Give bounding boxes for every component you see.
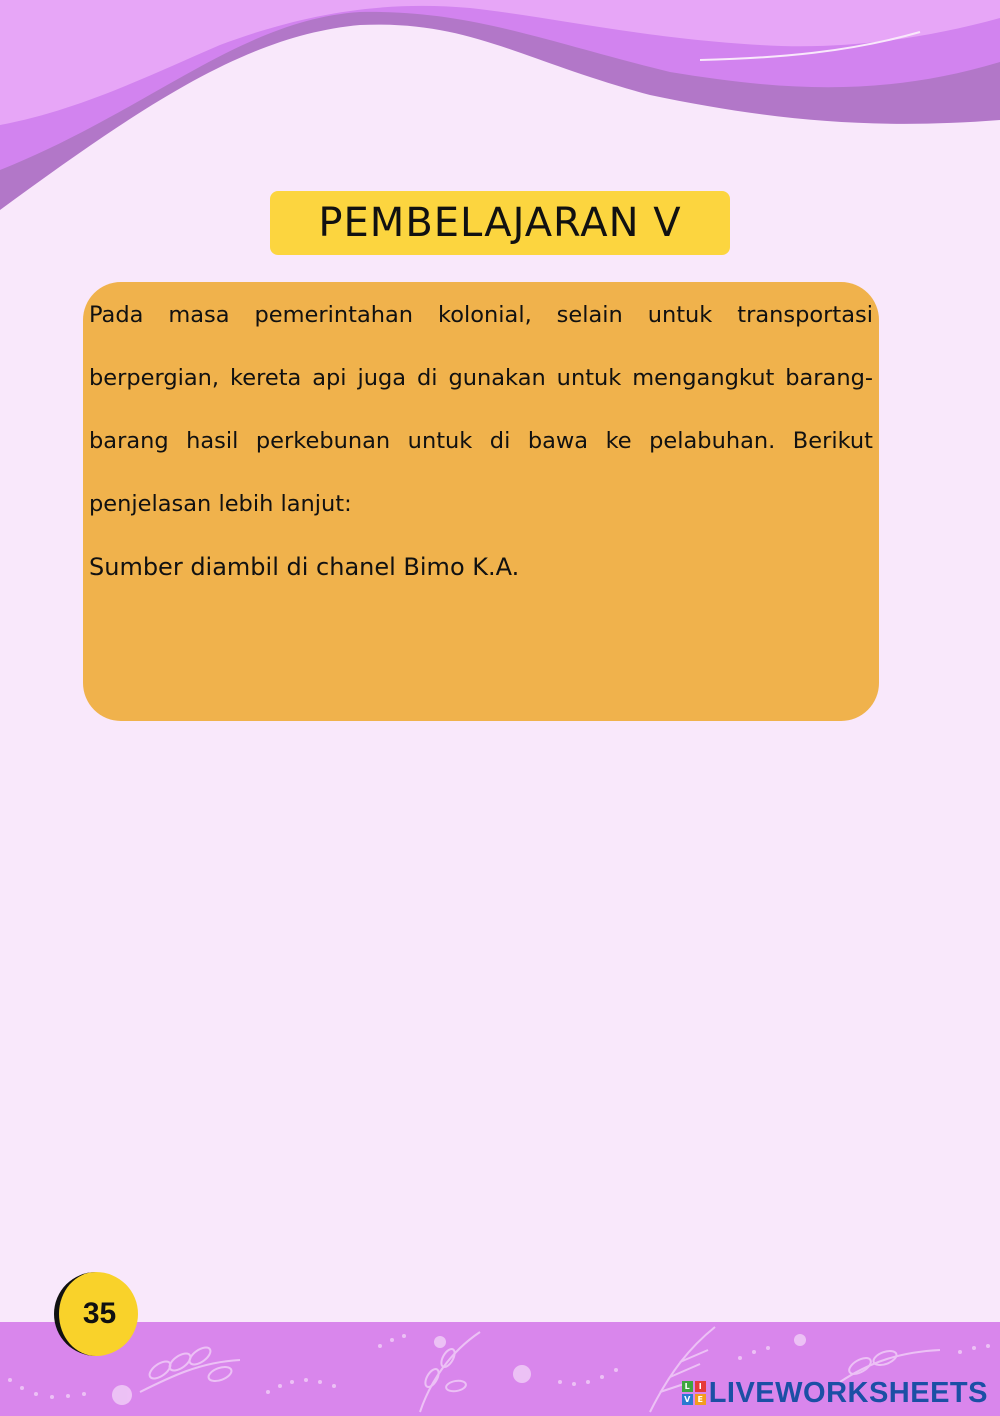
liveworksheets-logo (682, 1376, 988, 1410)
page-number-badge (50, 1270, 142, 1358)
logo-letter-i: I (695, 1381, 706, 1392)
page-title: PEMBELAJARAN V (318, 200, 682, 246)
logo-letter-l: L (682, 1381, 693, 1392)
title-banner (270, 191, 730, 255)
body-paragraph: Pada masa pemerintahan kolonial, selain untuk transportasi berpergian, kereta api juga di gunakan untuk mengangkut barang-barang hasil perkebunan untuk di bawa ke pelabuhan. Berikut penjelasan lebih lanjut: (89, 302, 873, 517)
logo-letter-e: E (695, 1394, 706, 1405)
top-wave-decoration (0, 0, 1000, 220)
logo-letter-v: V (682, 1394, 693, 1405)
source-text: Sumber diambil di chanel Bimo K.A. (89, 553, 520, 581)
page-number: 35 (82, 1297, 117, 1330)
liveworksheets-icon (682, 1381, 706, 1405)
page-number-circle (54, 1272, 138, 1356)
brand-name: LIVEWORKSHEETS (708, 1376, 988, 1409)
